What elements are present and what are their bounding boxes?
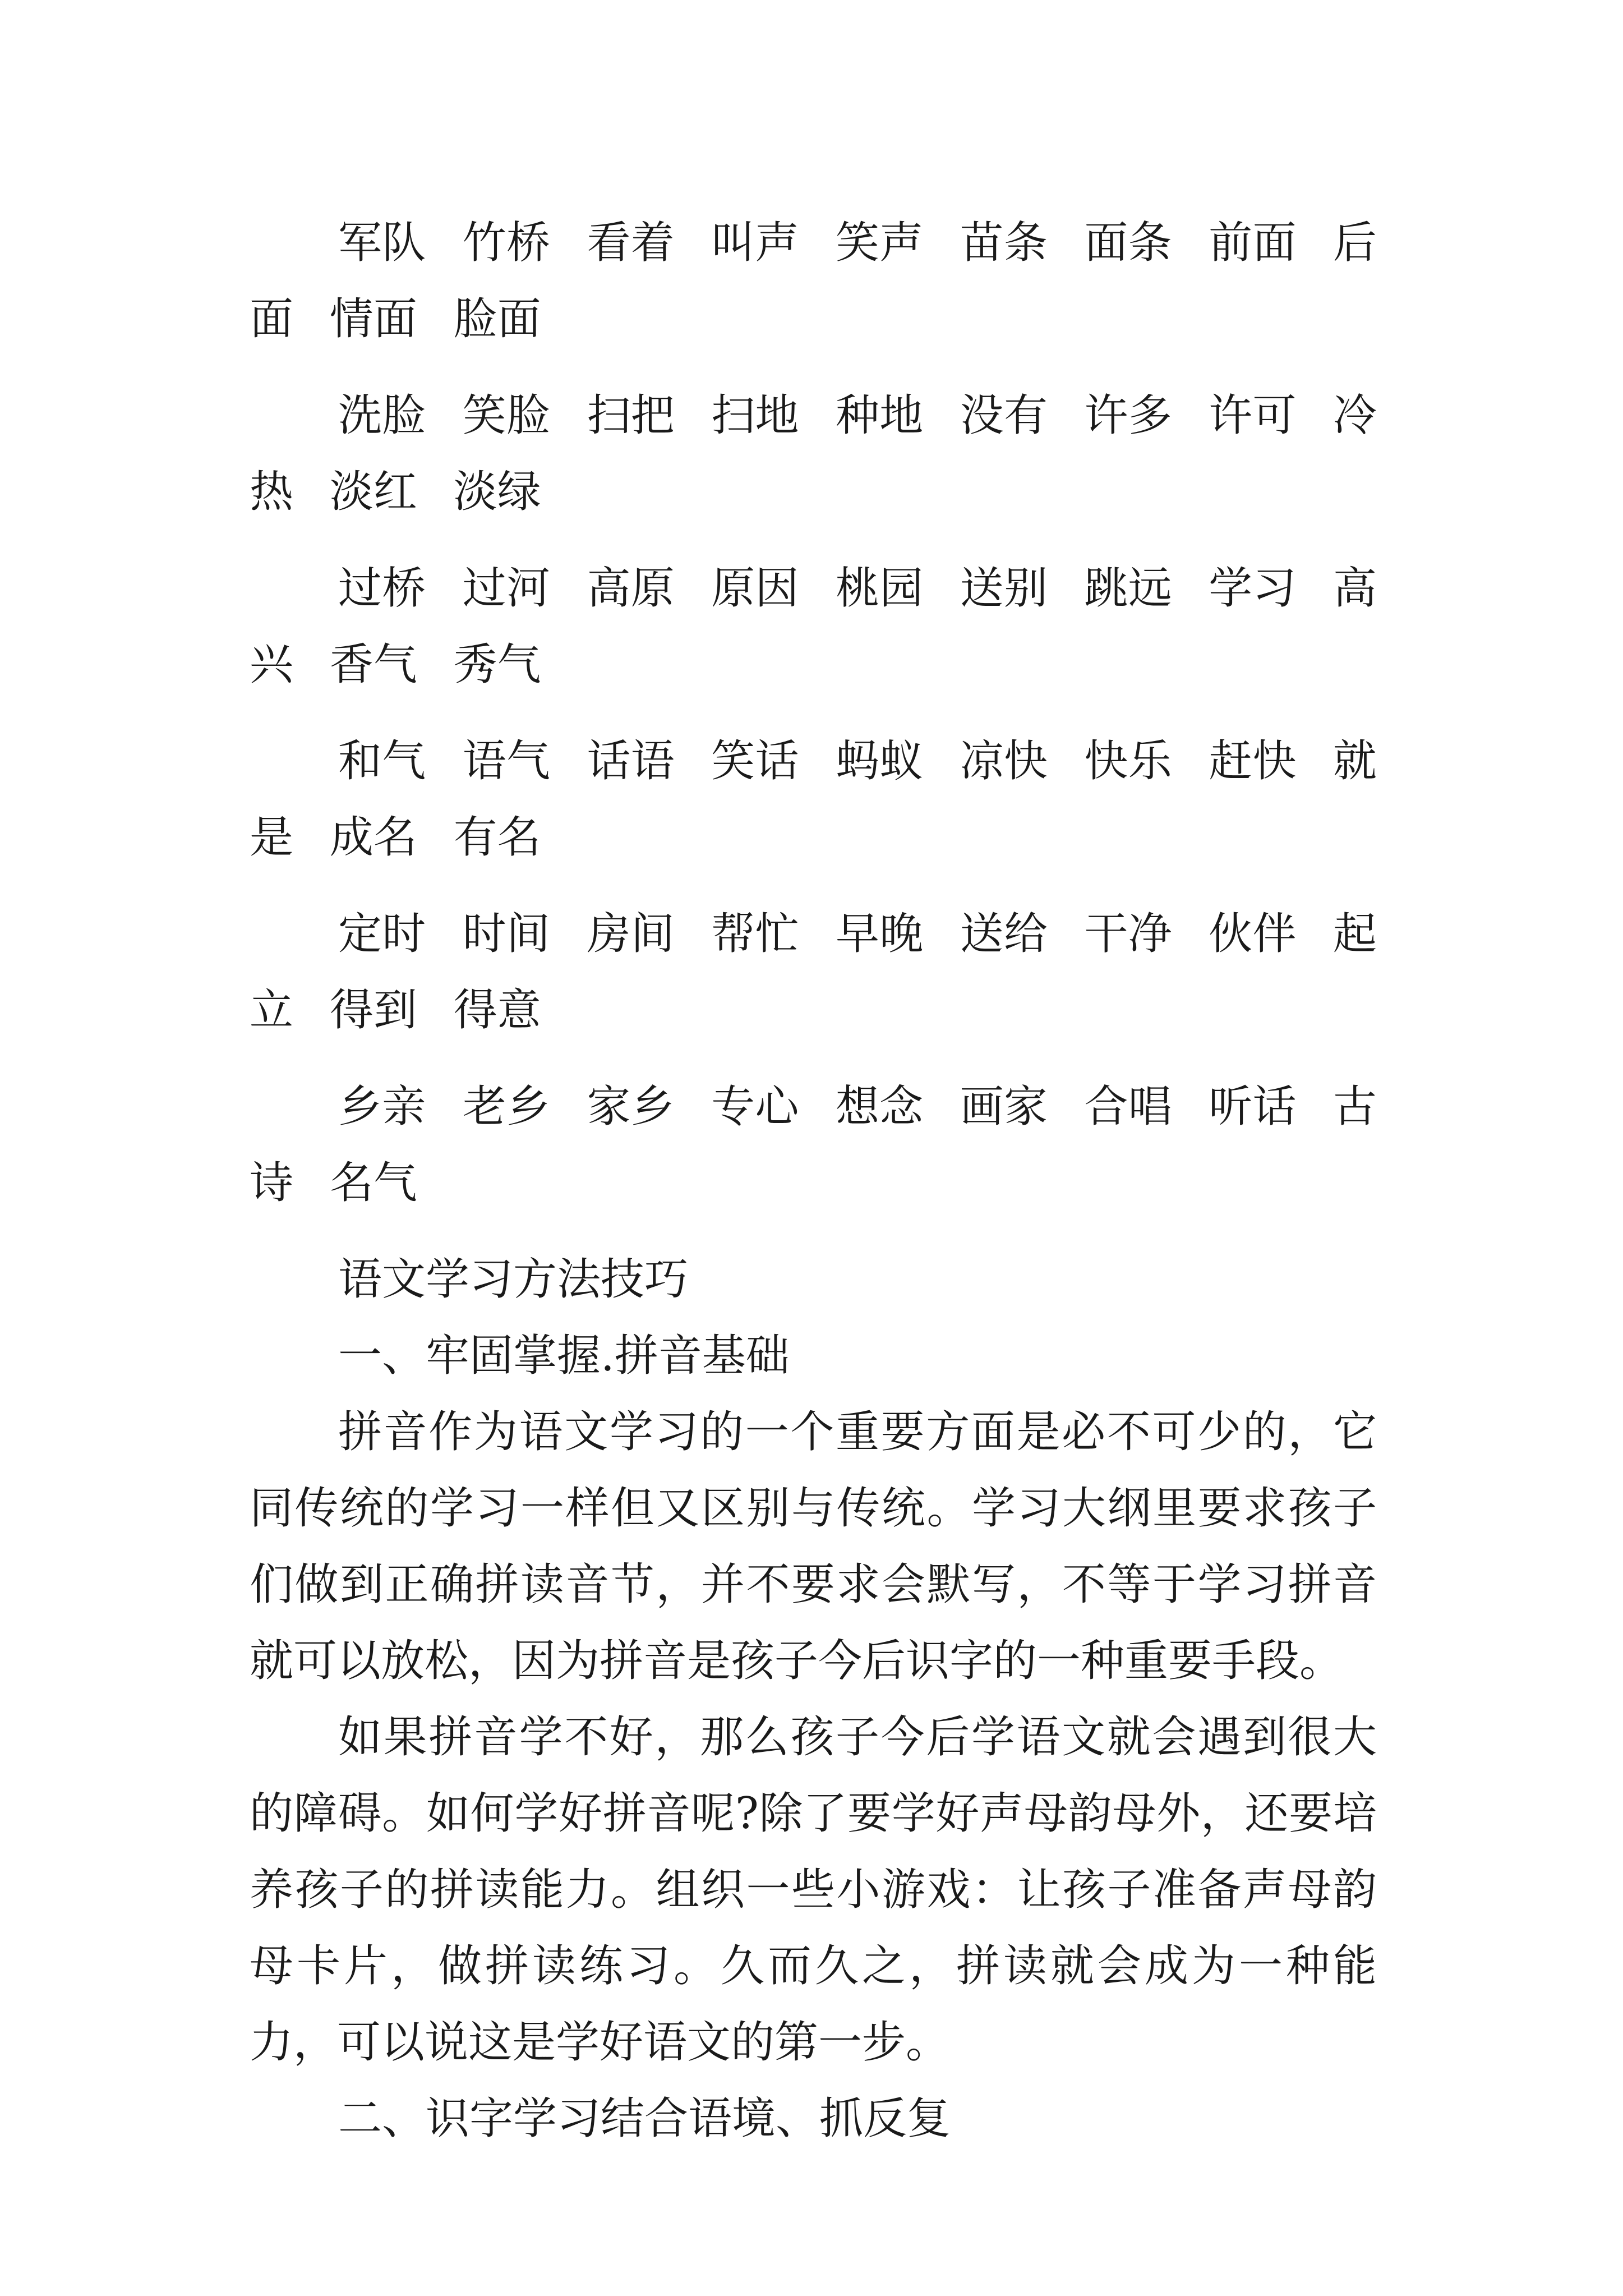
word-item: 笑声 [835,218,924,268]
word-item: 凉快 [960,736,1048,786]
word-item: 高原 [587,563,675,614]
word-item: 高兴 [250,563,1377,690]
word-item: 干净 [1084,909,1173,959]
word-item: 成名 [329,812,417,863]
word-item: 扫把 [587,390,675,441]
word-item: 名气 [329,1158,417,1208]
word-item: 时间 [462,909,551,959]
word-item: 画家 [960,1082,1048,1132]
word-item: 语气 [462,736,551,786]
word-item: 送给 [960,909,1048,959]
word-item: 听话 [1209,1082,1297,1132]
word-item: 种地 [835,390,924,441]
word-item: 叫声 [711,218,799,268]
word-row [250,723,1377,876]
word-row [250,1069,1377,1221]
word-item: 伙伴 [1209,909,1297,959]
section-1-heading: 一、牢固掌握.拼音基础 [338,1331,790,1381]
word-item: 有名 [453,812,541,863]
word-item: 原因 [711,563,799,614]
word-item: 早晚 [835,909,924,959]
word-item: 蚂蚁 [835,736,924,786]
word-item: 后面 [250,218,1377,344]
word-item: 起立 [250,909,1377,1036]
word-item: 话语 [587,736,675,786]
word-item: 乡亲 [338,1082,426,1132]
word-list [250,205,1377,1221]
word-item: 没有 [960,390,1048,441]
word-item: 淡红 [329,467,417,517]
word-item: 香气 [329,639,417,690]
word-item: 笑脸 [462,390,551,441]
word-item: 看着 [587,218,675,268]
word-item: 家乡 [587,1082,675,1132]
word-item: 合唱 [1084,1082,1173,1132]
word-item: 和气 [338,736,426,786]
word-item: 得到 [329,985,417,1036]
word-item: 古诗 [250,1082,1377,1208]
word-item: 快乐 [1084,736,1173,786]
word-item: 老乡 [462,1082,551,1132]
word-item: 情面 [329,294,417,344]
section-1-paragraph-1: 拼音作为语文学习的一个重要方面是必不可少的，它同传统的学习一样但又区别与传统。学习大纲里要求孩子们做到正确拼读音节，并不要求会默写，不等于学习拼音就可以放松，因为拼音是孩子今后识字的一种重要手段。 [250,1407,1377,1686]
word-item: 淡绿 [453,467,541,517]
word-item: 秀气 [453,639,541,690]
word-item: 房间 [587,909,675,959]
word-item: 苗条 [960,218,1048,268]
word-row [250,550,1377,703]
word-item: 专心 [711,1082,799,1132]
word-item: 笑话 [711,736,799,786]
word-item: 过桥 [338,563,426,614]
word-item: 定时 [338,909,426,959]
word-item: 送别 [960,563,1048,614]
document-body [250,205,1377,2157]
word-item: 帮忙 [711,909,799,959]
word-item: 面条 [1084,218,1173,268]
word-row [250,896,1377,1048]
word-item: 冷热 [250,390,1377,517]
section-2-heading: 二、识字学习结合语境、抓反复 [338,2093,951,2144]
word-item: 扫地 [711,390,799,441]
word-item: 得意 [453,985,541,1036]
word-item: 过河 [462,563,551,614]
word-item: 学习 [1209,563,1297,614]
word-row [250,378,1377,530]
word-item: 前面 [1209,218,1297,268]
word-item: 许多 [1084,390,1173,441]
word-item: 脸面 [453,294,541,344]
word-item: 想念 [835,1082,924,1132]
word-row [250,205,1377,357]
word-item: 桃园 [835,563,924,614]
word-item: 就是 [250,736,1377,863]
word-item: 赶快 [1209,736,1297,786]
section-1-paragraph-2: 如果拼音学不好，那么孩子今后学语文就会遇到很大的障碍。如何学好拼音呢?除了要学好声母韵母外，还要培养孩子的拼读能力。组织一些小游戏：让孩子准备声母韵母卡片，做拼读练习。久而久之，拼读就会成为一种能力，可以说这是学好语文的第一步。 [250,1712,1377,2068]
document-title: 语文学习方法技巧 [338,1254,689,1305]
word-item: 跳远 [1084,563,1173,614]
word-item: 军队 [338,218,426,268]
word-item: 竹桥 [462,218,551,268]
word-item: 洗脸 [338,390,426,441]
word-item: 许可 [1209,390,1297,441]
